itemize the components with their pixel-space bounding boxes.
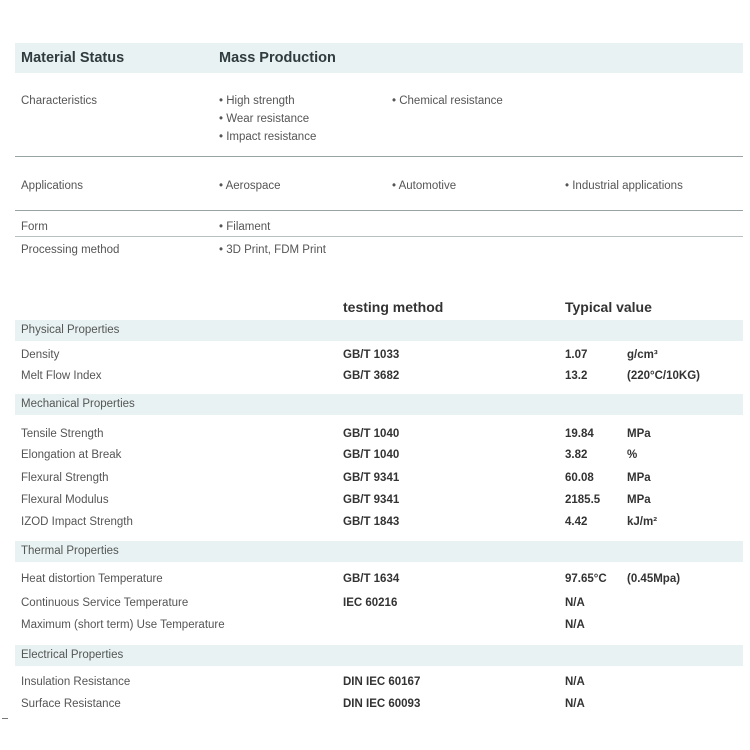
- property-unit: %: [627, 449, 638, 461]
- property-value: N/A: [565, 597, 585, 609]
- application-item: • Industrial applications: [565, 180, 683, 192]
- property-name: Flexural Modulus: [21, 494, 109, 506]
- status-value: Mass Production: [219, 50, 336, 66]
- property-method: GB/T 9341: [343, 472, 400, 484]
- property-name: Heat distortion Temperature: [21, 573, 163, 585]
- applications-label: Applications: [21, 180, 84, 192]
- edge-mark: [2, 718, 8, 719]
- property-method: GB/T 9341: [343, 494, 400, 506]
- characteristic-text: Impact resistance: [226, 131, 317, 143]
- property-value: N/A: [565, 619, 585, 631]
- divider: [15, 156, 743, 157]
- form-item: • Filament: [219, 221, 271, 233]
- form-text: Filament: [226, 221, 271, 233]
- property-method: GB/T 1040: [343, 449, 400, 461]
- property-method: DIN IEC 60093: [343, 698, 421, 710]
- section-title: Physical Properties: [21, 324, 120, 336]
- section-title: Mechanical Properties: [21, 398, 135, 410]
- processing-item: • 3D Print, FDM Print: [219, 244, 326, 256]
- property-method: GB/T 1033: [343, 349, 400, 361]
- property-method: IEC 60216: [343, 597, 398, 609]
- property-method: DIN IEC 60167: [343, 676, 421, 688]
- application-text: Industrial applications: [572, 180, 683, 192]
- characteristic-item: • High strength: [219, 95, 295, 107]
- application-text: Automotive: [398, 180, 457, 192]
- property-unit: MPa: [627, 494, 651, 506]
- property-name: IZOD Impact Strength: [21, 516, 133, 528]
- form-label: Form: [21, 221, 48, 233]
- divider: [15, 236, 743, 237]
- section-band: [15, 541, 743, 562]
- property-value: N/A: [565, 676, 585, 688]
- characteristic-item: • Chemical resistance: [392, 95, 503, 107]
- property-method: GB/T 3682: [343, 370, 400, 382]
- property-value: 13.2: [565, 370, 588, 382]
- characteristic-text: Wear resistance: [226, 113, 310, 125]
- section-title: Electrical Properties: [21, 649, 124, 661]
- characteristic-text: Chemical resistance: [399, 95, 503, 107]
- property-value: N/A: [565, 698, 585, 710]
- section-title: Thermal Properties: [21, 545, 119, 557]
- property-name: Melt Flow Index: [21, 370, 102, 382]
- section-band: [15, 645, 743, 666]
- status-label: Material Status: [21, 50, 125, 66]
- property-name: Surface Resistance: [21, 698, 121, 710]
- processing-label: Processing method: [21, 244, 120, 256]
- processing-text: 3D Print, FDM Print: [226, 244, 326, 256]
- application-item: • Automotive: [392, 180, 457, 192]
- characteristic-text: High strength: [226, 95, 295, 107]
- property-value: 2185.5: [565, 494, 601, 506]
- property-value: 97.65°C: [565, 573, 607, 585]
- testing-method-header: testing method: [343, 299, 444, 315]
- property-name: Density: [21, 349, 60, 361]
- property-unit: MPa: [627, 428, 651, 440]
- property-method: GB/T 1634: [343, 573, 400, 585]
- section-band: [15, 320, 743, 341]
- characteristic-item: • Wear resistance: [219, 113, 310, 125]
- property-name: Elongation at Break: [21, 449, 122, 461]
- property-value: 1.07: [565, 349, 588, 361]
- property-name: Maximum (short term) Use Temperature: [21, 619, 225, 631]
- property-name: Flexural Strength: [21, 472, 109, 484]
- property-value: 19.84: [565, 428, 594, 440]
- property-value: 60.08: [565, 472, 594, 484]
- application-item: • Aerospace: [219, 180, 281, 192]
- property-method: GB/T 1843: [343, 516, 400, 528]
- property-unit: kJ/m²: [627, 516, 658, 528]
- status-band: [15, 43, 743, 73]
- property-unit: (0.45Mpa): [627, 573, 681, 585]
- characteristics-label: Characteristics: [21, 95, 98, 107]
- property-unit: (220°C/10KG): [627, 370, 700, 382]
- property-unit: MPa: [627, 472, 651, 484]
- typical-value-header: Typical value: [565, 299, 652, 315]
- property-value: 3.82: [565, 449, 588, 461]
- property-unit: g/cm³: [627, 349, 658, 361]
- characteristic-item: • Impact resistance: [219, 131, 317, 143]
- application-text: Aerospace: [225, 180, 281, 192]
- property-value: 4.42: [565, 516, 588, 528]
- property-name: Insulation Resistance: [21, 676, 131, 688]
- divider: [15, 210, 743, 211]
- property-method: GB/T 1040: [343, 428, 400, 440]
- property-name: Continuous Service Temperature: [21, 597, 189, 609]
- property-name: Tensile Strength: [21, 428, 104, 440]
